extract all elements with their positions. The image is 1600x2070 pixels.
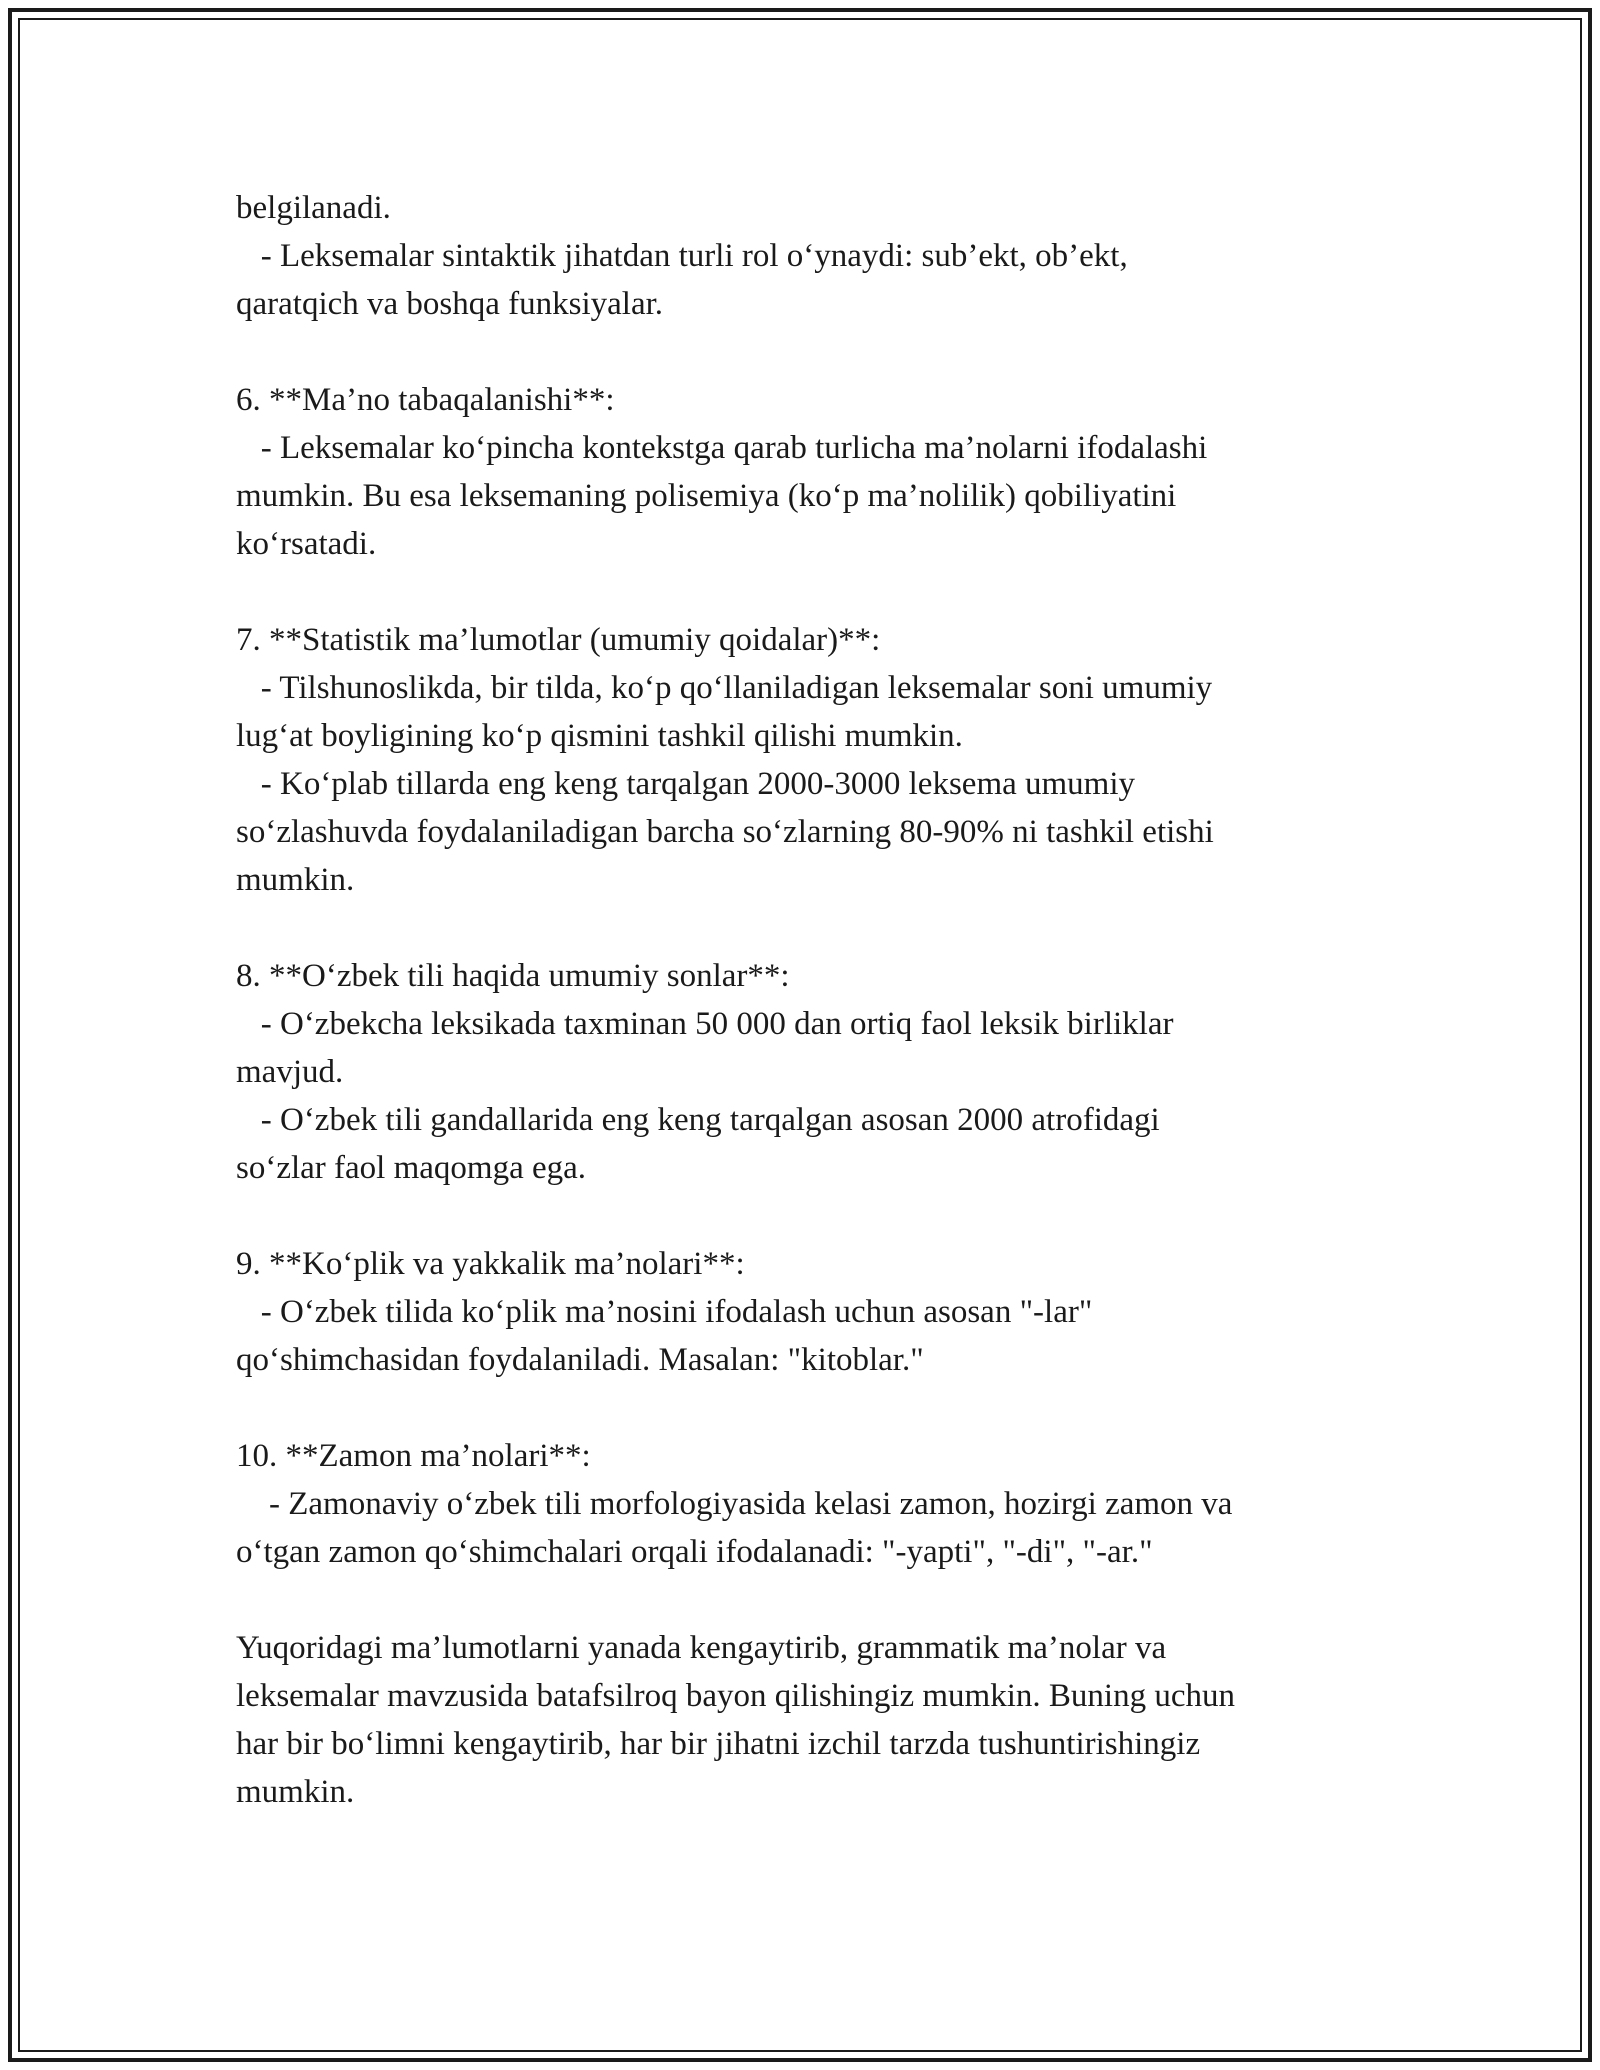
section-heading-8: 8. **O‘zbek tili haqida umumiy sonlar**: <box>236 958 790 994</box>
text-line: lug‘at boyligining ko‘p qismini tashkil qilishi mumkin. <box>236 718 963 754</box>
conclusion-line: har bir bo‘limni kengaytirib, har bir jihatni izchil tarzda tushuntirishingiz <box>236 1726 1201 1762</box>
text-line: - Tilshunoslikda, bir tilda, ko‘p qo‘llaniladigan leksemalar soni umumiy <box>236 670 1213 706</box>
text-line: mumkin. <box>236 862 355 898</box>
text-line: ko‘rsatadi. <box>236 526 377 562</box>
text-line: belgilanadi. <box>236 190 391 226</box>
text-line: qaratqich va boshqa funksiyalar. <box>236 286 664 322</box>
text-line: - Leksemalar sintaktik jihatdan turli rol o‘ynaydi: sub’ekt, ob’ekt, <box>236 238 1128 274</box>
conclusion-line: mumkin. <box>236 1774 355 1810</box>
blank-line <box>236 1576 1366 1624</box>
blank-line <box>236 904 1366 952</box>
section-heading-6: 6. **Ma’no tabaqalanishi**: <box>236 382 615 418</box>
section-heading-9: 9. **Ko‘plik va yakkalik ma’nolari**: <box>236 1246 745 1282</box>
text-line: - O‘zbek tili gandallarida eng keng tarqalgan asosan 2000 atrofidagi <box>236 1102 1160 1138</box>
conclusion-line: leksemalar mavzusida batafsilroq bayon qilishingiz mumkin. Buning uchun <box>236 1678 1235 1714</box>
blank-line <box>236 328 1366 376</box>
text-line: - O‘zbek tilida ko‘plik ma’nosini ifodalash uchun asosan "-lar" <box>236 1294 1093 1330</box>
text-line: qo‘shimchasidan foydalaniladi. Masalan: "kitoblar." <box>236 1342 924 1378</box>
text-line: - O‘zbekcha leksikada taxminan 50 000 dan ortiq faol leksik birliklar <box>236 1006 1174 1042</box>
text-line: so‘zlar faol maqomga ega. <box>236 1150 587 1186</box>
text-line: - Ko‘plab tillarda eng keng tarqalgan 2000-3000 leksema umumiy <box>236 766 1136 802</box>
section-heading-7: 7. **Statistik ma’lumotlar (umumiy qoidalar)**: <box>236 622 881 658</box>
text-line: - Zamonaviy o‘zbek tili morfologiyasida kelasi zamon, hozirgi zamon va <box>236 1486 1233 1522</box>
text-line: - Leksemalar ko‘pincha kontekstga qarab turlicha ma’nolarni ifodalashi <box>236 430 1208 466</box>
document-body <box>236 184 1366 1816</box>
text-line: so‘zlashuvda foydalaniladigan barcha so‘zlarning 80-90% ni tashkil etishi <box>236 814 1214 850</box>
blank-line <box>236 1384 1366 1432</box>
text-line: mumkin. Bu esa leksemaning polisemiya (ko‘p ma’nolilik) qobiliyatini <box>236 478 1177 514</box>
text-line: mavjud. <box>236 1054 344 1090</box>
section-heading-10: 10. **Zamon ma’nolari**: <box>236 1438 591 1474</box>
blank-line <box>236 1192 1366 1240</box>
text-line: o‘tgan zamon qo‘shimchalari orqali ifodalanadi: "-yapti", "-di", "-ar." <box>236 1534 1153 1570</box>
blank-line <box>236 568 1366 616</box>
conclusion-line: Yuqoridagi ma’lumotlarni yanada kengaytirib, grammatik ma’nolar va <box>236 1630 1167 1666</box>
